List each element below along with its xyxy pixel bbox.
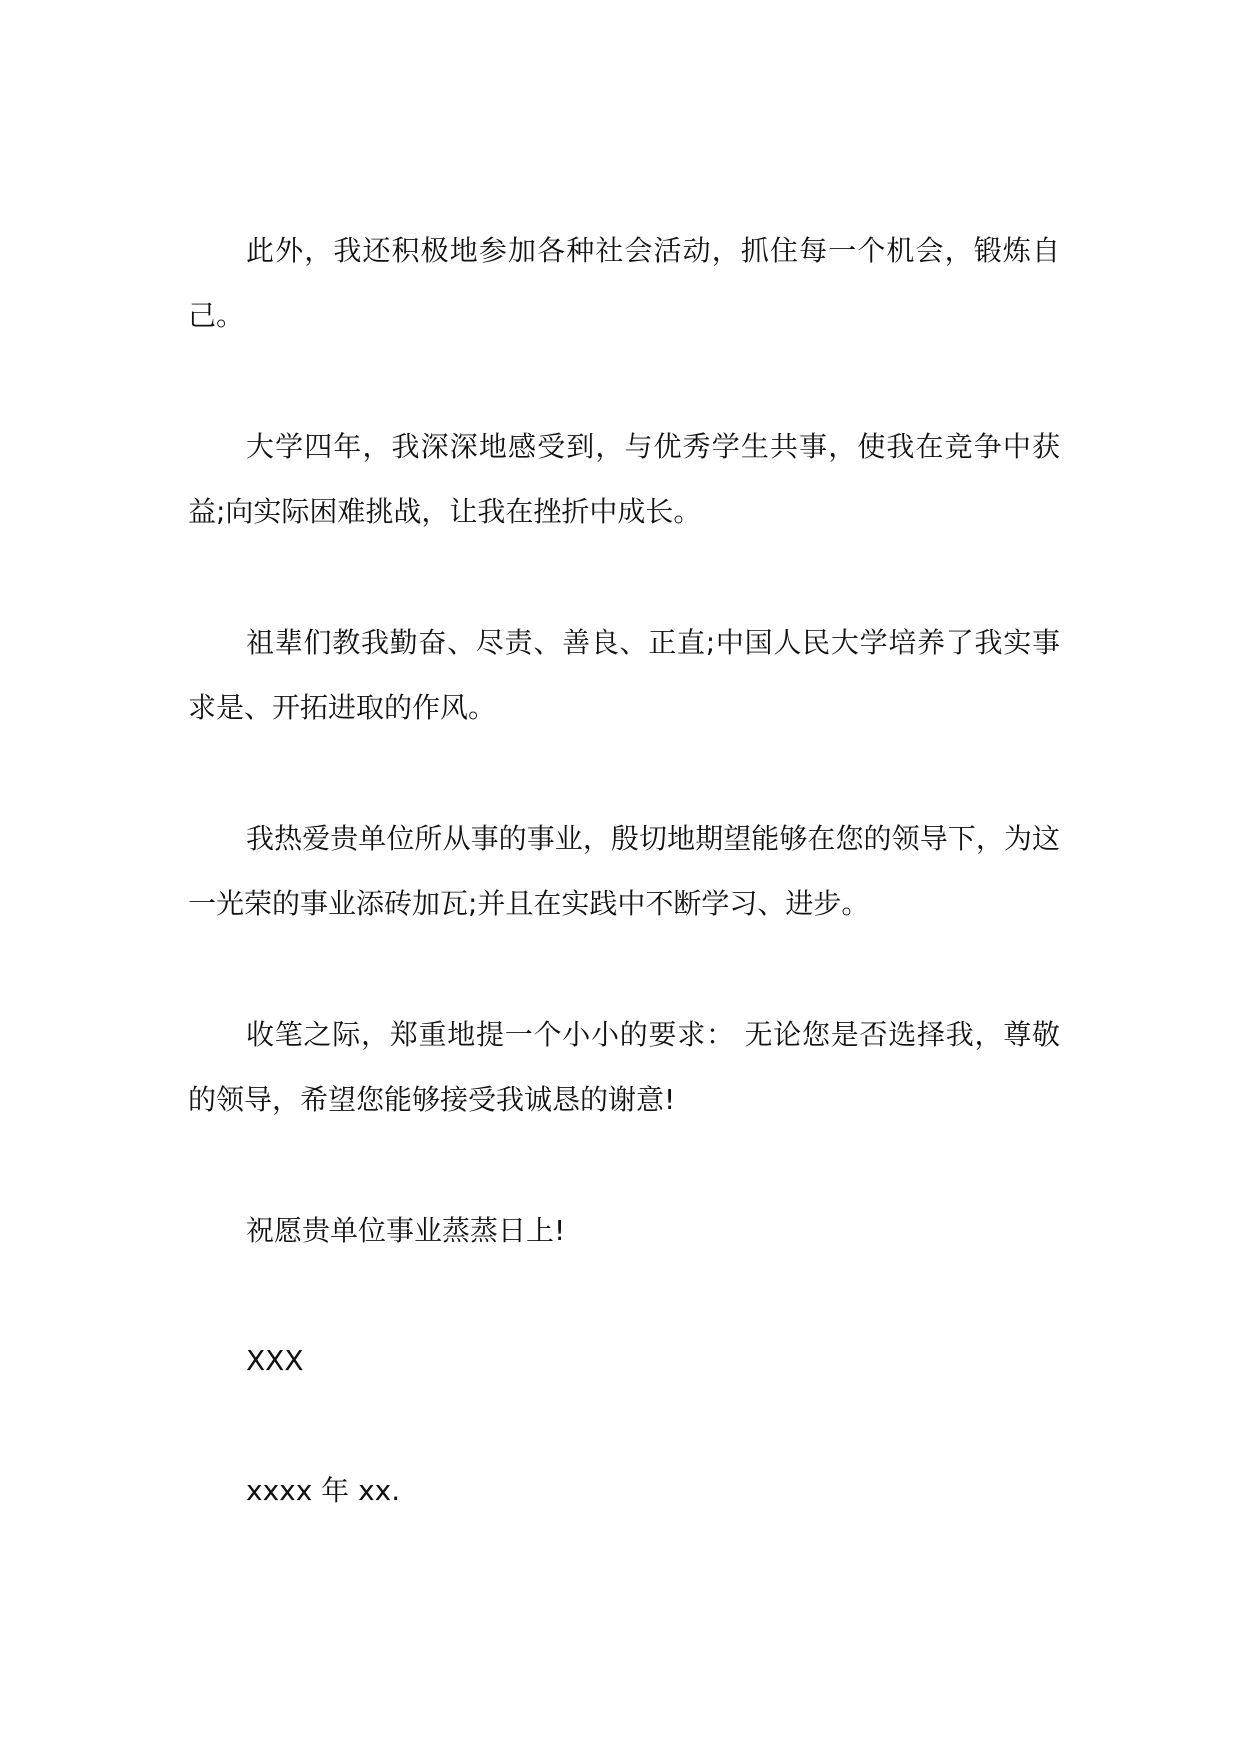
paragraph-request: 收笔之际，郑重地提一个小小的要求： 无论您是否选择我，尊敬的领导，希望您能够接受我诚恳的谢意! bbox=[188, 1018, 1060, 1116]
date-line: xxxx 年 xx. bbox=[246, 1474, 401, 1507]
paragraph-activities: 此外，我还积极地参加各种社会活动，抓住每一个机会，锻炼自己。 bbox=[188, 234, 1060, 332]
closing-wish: 祝愿贵单位事业蒸蒸日上! bbox=[246, 1214, 566, 1247]
paragraph-aspiration: 我热爱贵单位所从事的事业，殷切地期望能够在您的领导下，为这一光荣的事业添砖加瓦;并且在实践中不断学习、进步。 bbox=[188, 822, 1060, 920]
paragraph-university-years: 大学四年，我深深地感受到，与优秀学生共事，使我在竞争中获益;向实际困难挑战，让我在挫折中成长。 bbox=[188, 430, 1060, 528]
paragraph-upbringing: 祖辈们教我勤奋、尽责、善良、正直;中国人民大学培养了我实事求是、开拓进取的作风。 bbox=[188, 626, 1060, 724]
signature: XXX bbox=[246, 1344, 304, 1377]
